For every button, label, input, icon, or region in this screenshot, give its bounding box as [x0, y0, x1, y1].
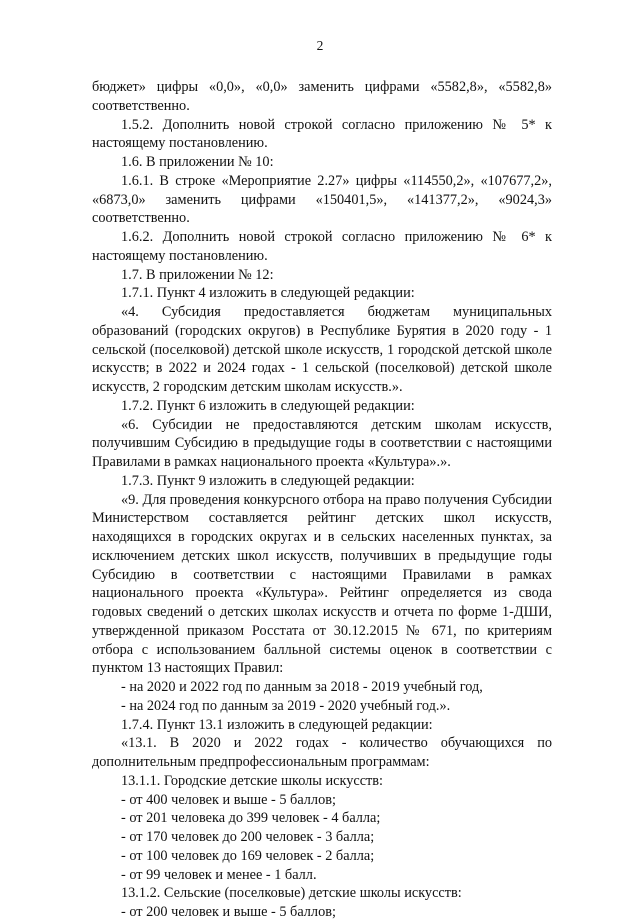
paragraph-1-7-3: 1.7.3. Пункт 9 изложить в следующей редакции:	[121, 472, 415, 489]
paragraph-item-9: «9. Для проведения конкурсного отбора на право получения Субсидии Министерством составляется рейтинг детских школ искусств, находящихся в городских округах и в сельских населенных пунктах, за исключением детских школ искусств, получивших в предыдущие годы Субсидию в соответствии с настоящими Правилами в рамках национального проекта «Культура». Рейтинг определяется из свода годовых сведений о детских школах искусств и отчета по форме 1-ДШИ, утвержденной приказом Росстата от 30.12.2015 № 671, по критериям отбора с использованием балльной системы оценок в соответствии с пунктом 13 настоящих Правил:	[92, 491, 552, 677]
paragraph-1-6-2: 1.6.2. Дополнить новой строкой согласно приложению № 6* к настоящему постановлению.	[92, 229, 552, 264]
paragraph-1-7: 1.7. В приложении № 12:	[121, 266, 274, 283]
paragraph-1-7-2: 1.7.2. Пункт 6 изложить в следующей редакции:	[121, 397, 415, 414]
list-item-99-less: - от 99 человек и менее - 1 балл.	[121, 866, 317, 883]
paragraph-1-7-1: 1.7.1. Пункт 4 изложить в следующей редакции:	[121, 285, 415, 302]
paragraph-1-6: 1.6. В приложении № 10:	[121, 154, 274, 170]
paragraph-1-6-1: 1.6.1. В строке «Мероприятие 2.27» цифры «114550,2», «107677,2», «6873,0» заменить цифрами «150401,5», «141377,2», «9024,3» соответственно.	[92, 172, 552, 227]
paragraph-13-1-1: 13.1.1. Городские детские школы искусств:	[121, 772, 384, 789]
list-item-170-200: - от 170 человек до 200 человек - 3 балла;	[121, 829, 375, 845]
paragraph-item-4: «4. Субсидия предоставляется бюджетам муниципальных образований (городских округов) в Республике Бурятия в 2020 году - 1 сельской (поселковой) детской школе искусств, 1 городской детской школе искусств; в 2022 и 2024 годах - 1 сельской (поселковой) детской школе искусств, 2 городским детским школам искусств.».	[92, 304, 552, 395]
list-item-rural-200-plus: - от 200 человек и выше - 5 баллов;	[121, 904, 336, 920]
paragraph-1-7-4: 1.7.4. Пункт 13.1 изложить в следующей редакции:	[121, 716, 433, 733]
page-number: 2	[316, 38, 324, 53]
paragraph-budget-replacement: бюджет» цифры «0,0», «0,0» заменить цифрами «5582,8», «5582,8» соответственно.	[92, 79, 552, 114]
list-item-400-plus: - от 400 человек и выше - 5 баллов;	[121, 791, 336, 808]
paragraph-item-6: «6. Субсидии не предоставляются детским школам искусств, получившим Субсидию в предыдущие годы в соответствии с настоящими Правилами в рамках национального проекта «Культура».».	[92, 416, 552, 470]
list-item-100-169: - от 100 человек до 169 человек - 2 балла;	[121, 847, 375, 864]
paragraph-13-1-2: 13.1.2. Сельские (поселковые) детские школы искусств:	[121, 885, 462, 902]
document-body	[92, 78, 552, 922]
paragraph-1-5-2: 1.5.2. Дополнить новой строкой согласно приложению № 5* к настоящему постановлению.	[92, 116, 552, 152]
list-item-2024: - на 2024 год по данным за 2019 - 2020 учебный год.».	[121, 697, 451, 714]
list-item-2020-2022: - на 2020 и 2022 год по данным за 2018 - 2019 учебный год,	[121, 679, 483, 695]
list-item-201-399: - от 201 человека до 399 человек - 4 балла;	[121, 810, 381, 827]
paragraph-item-13-1: «13.1. В 2020 и 2022 годах - количество обучающихся по дополнительным предпрофессиональным программам:	[92, 735, 552, 770]
